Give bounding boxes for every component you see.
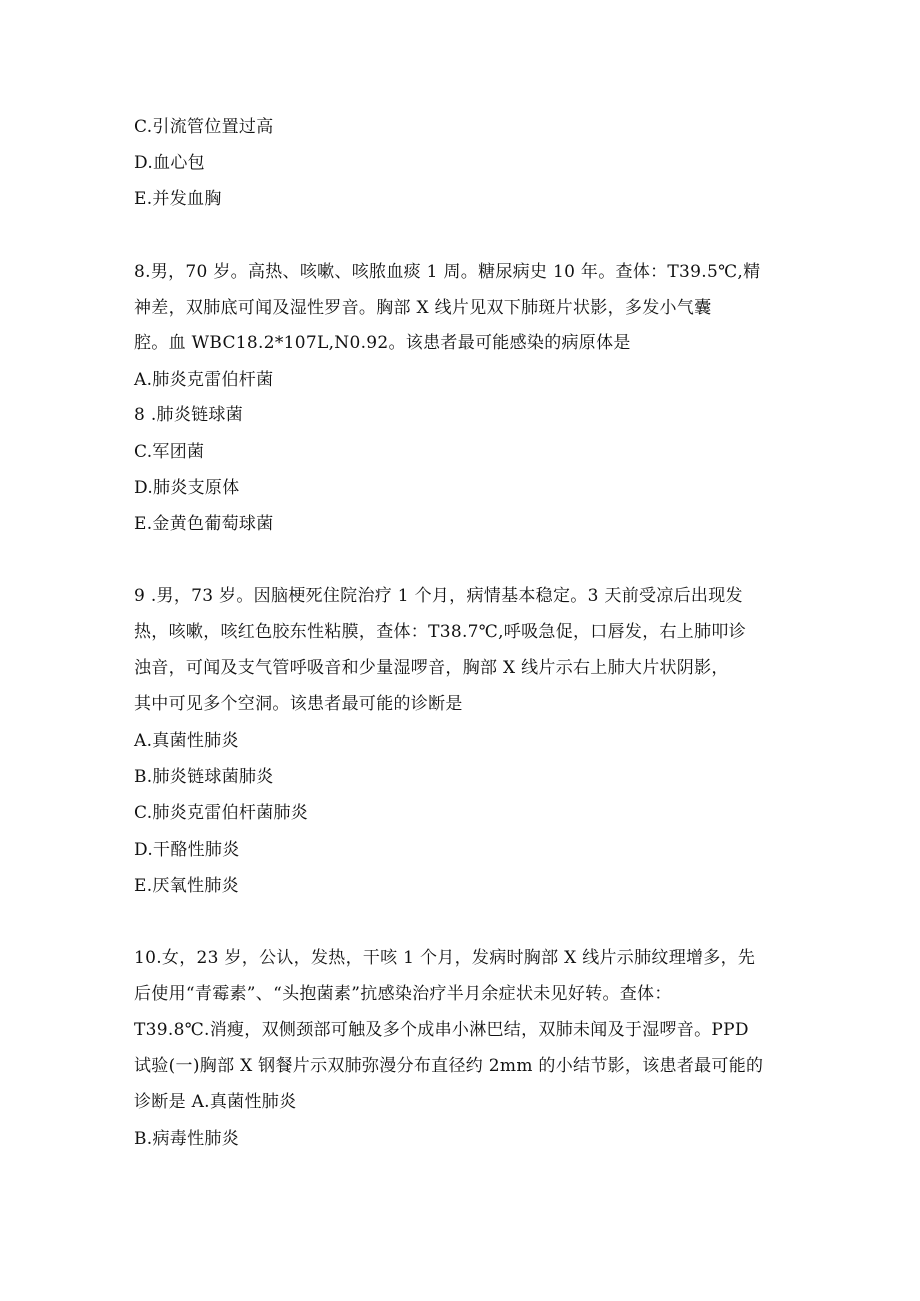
q10-stem-line-4: 试验(一)胸部 X 钢餐片示双肺弥漫分布直径约 2mm 的小结节影，该患者最可能的 <box>134 1056 764 1076</box>
q8-stem-line-3: 腔。血 WBC18.2*107L,N0.92。该患者最可能感染的病原体是 <box>134 333 631 353</box>
q8-option-a: A.肺炎克雷伯杆菌 <box>134 370 274 390</box>
q10-option-b: B.病毒性肺炎 <box>134 1129 239 1149</box>
q9-stem-line-4: 其中可见多个空洞。该患者最可能的诊断是 <box>134 694 463 714</box>
q10-stem-line-1: 10.女，23 岁，公认，发热，干咳 1 个月，发病时胸部 X 线片示肺纹理增多，先 <box>134 948 756 968</box>
q9-stem-line-2: 热，咳嗽，咳红色胶东性粘膜，查体：T38.7℃,呼吸急促，口唇发，右上肺叩诊 <box>134 622 747 642</box>
q8-option-d: D.肺炎支原体 <box>134 478 240 498</box>
q8-stem-line-1: 8.男，70 岁。高热、咳嗽、咳脓血痰 1 周。糖尿病史 10 年。查体：T39.5℃,精 <box>134 262 761 282</box>
q8-option-e: E.金黄色葡萄球菌 <box>134 514 274 534</box>
q8-option-c: C.军团菌 <box>134 442 205 462</box>
q7-option-e: E.并发血胸 <box>134 189 222 209</box>
q10-stem-line-5: 诊断是 A.真菌性肺炎 <box>134 1092 297 1112</box>
q8-option-b: 8 .肺炎链球菌 <box>134 405 244 425</box>
q9-option-c: C.肺炎克雷伯杆菌肺炎 <box>134 803 309 823</box>
q7-option-d: D.血心包 <box>134 153 205 173</box>
q7-option-c: C.引流管位置过高 <box>134 117 274 137</box>
q9-option-a: A.真菌性肺炎 <box>134 731 239 751</box>
q10-stem-line-2: 后使用“青霉素”、“头抱菌素”抗感染治疗半月余症状未见好转。查体： <box>134 984 672 1004</box>
q9-option-b: B.肺炎链球菌肺炎 <box>134 767 274 787</box>
q9-option-e: E.厌氧性肺炎 <box>134 876 239 896</box>
q9-stem-line-3: 浊音，可闻及支气管呼吸音和少量湿啰音，胸部 X 线片示右上肺大片状阴影， <box>134 658 729 678</box>
q9-option-d: D.干酪性肺炎 <box>134 840 240 860</box>
q8-stem-line-2: 神差，双肺底可闻及湿性罗音。胸部 X 线片见双下肺斑片状影，多发小气囊 <box>134 298 712 318</box>
q10-stem-line-3: T39.8℃.消瘦，双侧颈部可触及多个成串小淋巴结，双肺未闻及于湿啰音。PPD <box>134 1020 749 1040</box>
q9-stem-line-1: 9 .男，73 岁。因脑梗死住院治疗 1 个月，病情基本稳定。3 天前受凉后出现发 <box>134 586 743 606</box>
